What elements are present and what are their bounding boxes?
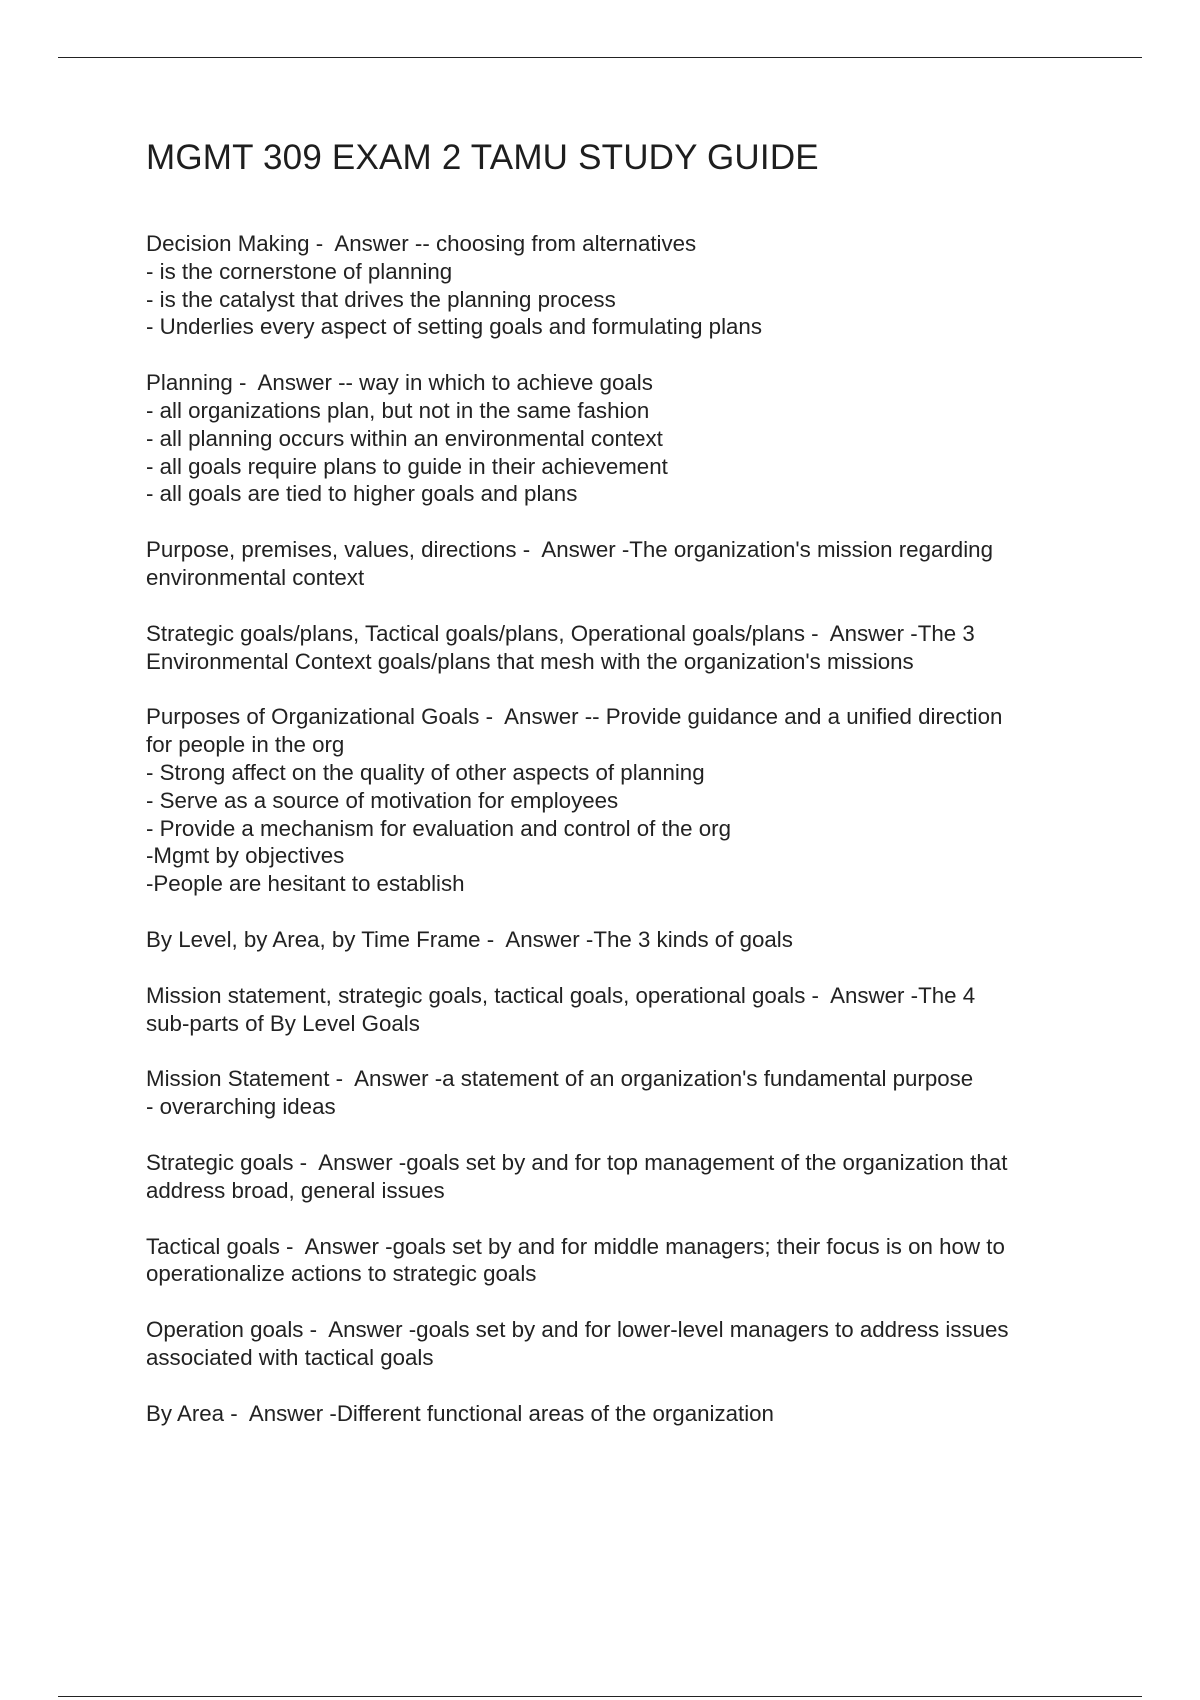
entry-question-line: Tactical goals - Answer -goals set by and for middle managers; their focus is on how to — [146, 1233, 1005, 1259]
study-entry — [146, 369, 1096, 508]
entry-question-line: Purpose, premises, values, directions - Answer -The organization's mission regarding — [146, 537, 993, 563]
study-entry — [146, 1233, 1096, 1289]
study-entry — [146, 1316, 1096, 1372]
study-entry — [146, 536, 1096, 592]
entry-question-line: By Level, by Area, by Time Frame - Answer -The 3 kinds of goals — [146, 926, 793, 952]
study-entry — [146, 926, 1096, 954]
entry-question-line: By Area - Answer -Different functional areas of the organization — [146, 1400, 774, 1426]
entry-detail-line: sub-parts of By Level Goals — [146, 1010, 420, 1036]
entry-detail-line: address broad, general issues — [146, 1177, 445, 1203]
entry-detail-line: - Strong affect on the quality of other aspects of planning — [146, 759, 705, 785]
entry-question-line: Strategic goals - Answer -goals set by and for top management of the organization that — [146, 1149, 1008, 1175]
study-entry — [146, 1400, 1096, 1428]
entry-detail-line: - all planning occurs within an environmental context — [146, 425, 663, 451]
entry-question-line: Operation goals - Answer -goals set by and for lower-level managers to address issues — [146, 1317, 1009, 1343]
entry-question-line: Planning - Answer -- way in which to achieve goals — [146, 370, 653, 396]
study-entry — [146, 1149, 1096, 1205]
entry-detail-line: for people in the org — [146, 732, 345, 758]
entry-question-line: Decision Making - Answer -- choosing from alternatives — [146, 231, 697, 256]
entry-detail-line: - all organizations plan, but not in the same fashion — [146, 397, 650, 423]
entry-detail-line: -Mgmt by objectives — [146, 843, 345, 869]
document-body — [146, 138, 1096, 1456]
entry-detail-line: - Underlies every aspect of setting goals and formulating plans — [146, 314, 762, 340]
bottom-divider — [58, 1696, 1142, 1697]
entry-detail-line: -People are hesitant to establish — [146, 871, 465, 897]
document-title: MGMT 309 EXAM 2 TAMU STUDY GUIDE — [146, 138, 819, 177]
entry-detail-line: Environmental Context goals/plans that mesh with the organization's missions — [146, 648, 914, 674]
entry-detail-line: operationalize actions to strategic goals — [146, 1261, 537, 1287]
entry-detail-line: - is the cornerstone of planning — [146, 258, 453, 284]
study-entry — [146, 982, 1096, 1038]
entry-detail-line: - all goals require plans to guide in their achievement — [146, 453, 668, 479]
entry-question-line: Purposes of Organizational Goals - Answer -- Provide guidance and a unified direction — [146, 704, 1003, 730]
entry-question-line: Mission statement, strategic goals, tactical goals, operational goals - Answer -The 4 — [146, 982, 976, 1008]
study-entry — [146, 703, 1096, 898]
entry-detail-line: associated with tactical goals — [146, 1344, 434, 1370]
entry-detail-line: - overarching ideas — [146, 1094, 336, 1120]
entry-detail-line: - Provide a mechanism for evaluation and control of the org — [146, 815, 731, 841]
entry-detail-line: - all goals are tied to higher goals and plans — [146, 481, 578, 507]
entries-list — [146, 230, 1096, 1428]
entry-question-line: Mission Statement - Answer -a statement of an organization's fundamental purpose — [146, 1066, 974, 1092]
entry-detail-line: environmental context — [146, 564, 365, 590]
entry-detail-line: - Serve as a source of motivation for employees — [146, 787, 619, 813]
study-entry — [146, 620, 1096, 676]
entry-question-line: Strategic goals/plans, Tactical goals/plans, Operational goals/plans - Answer -The 3 — [146, 620, 975, 646]
study-entry — [146, 230, 1096, 341]
entry-detail-line: - is the catalyst that drives the planning process — [146, 286, 616, 312]
study-entry — [146, 1065, 1096, 1121]
top-divider — [58, 57, 1142, 58]
